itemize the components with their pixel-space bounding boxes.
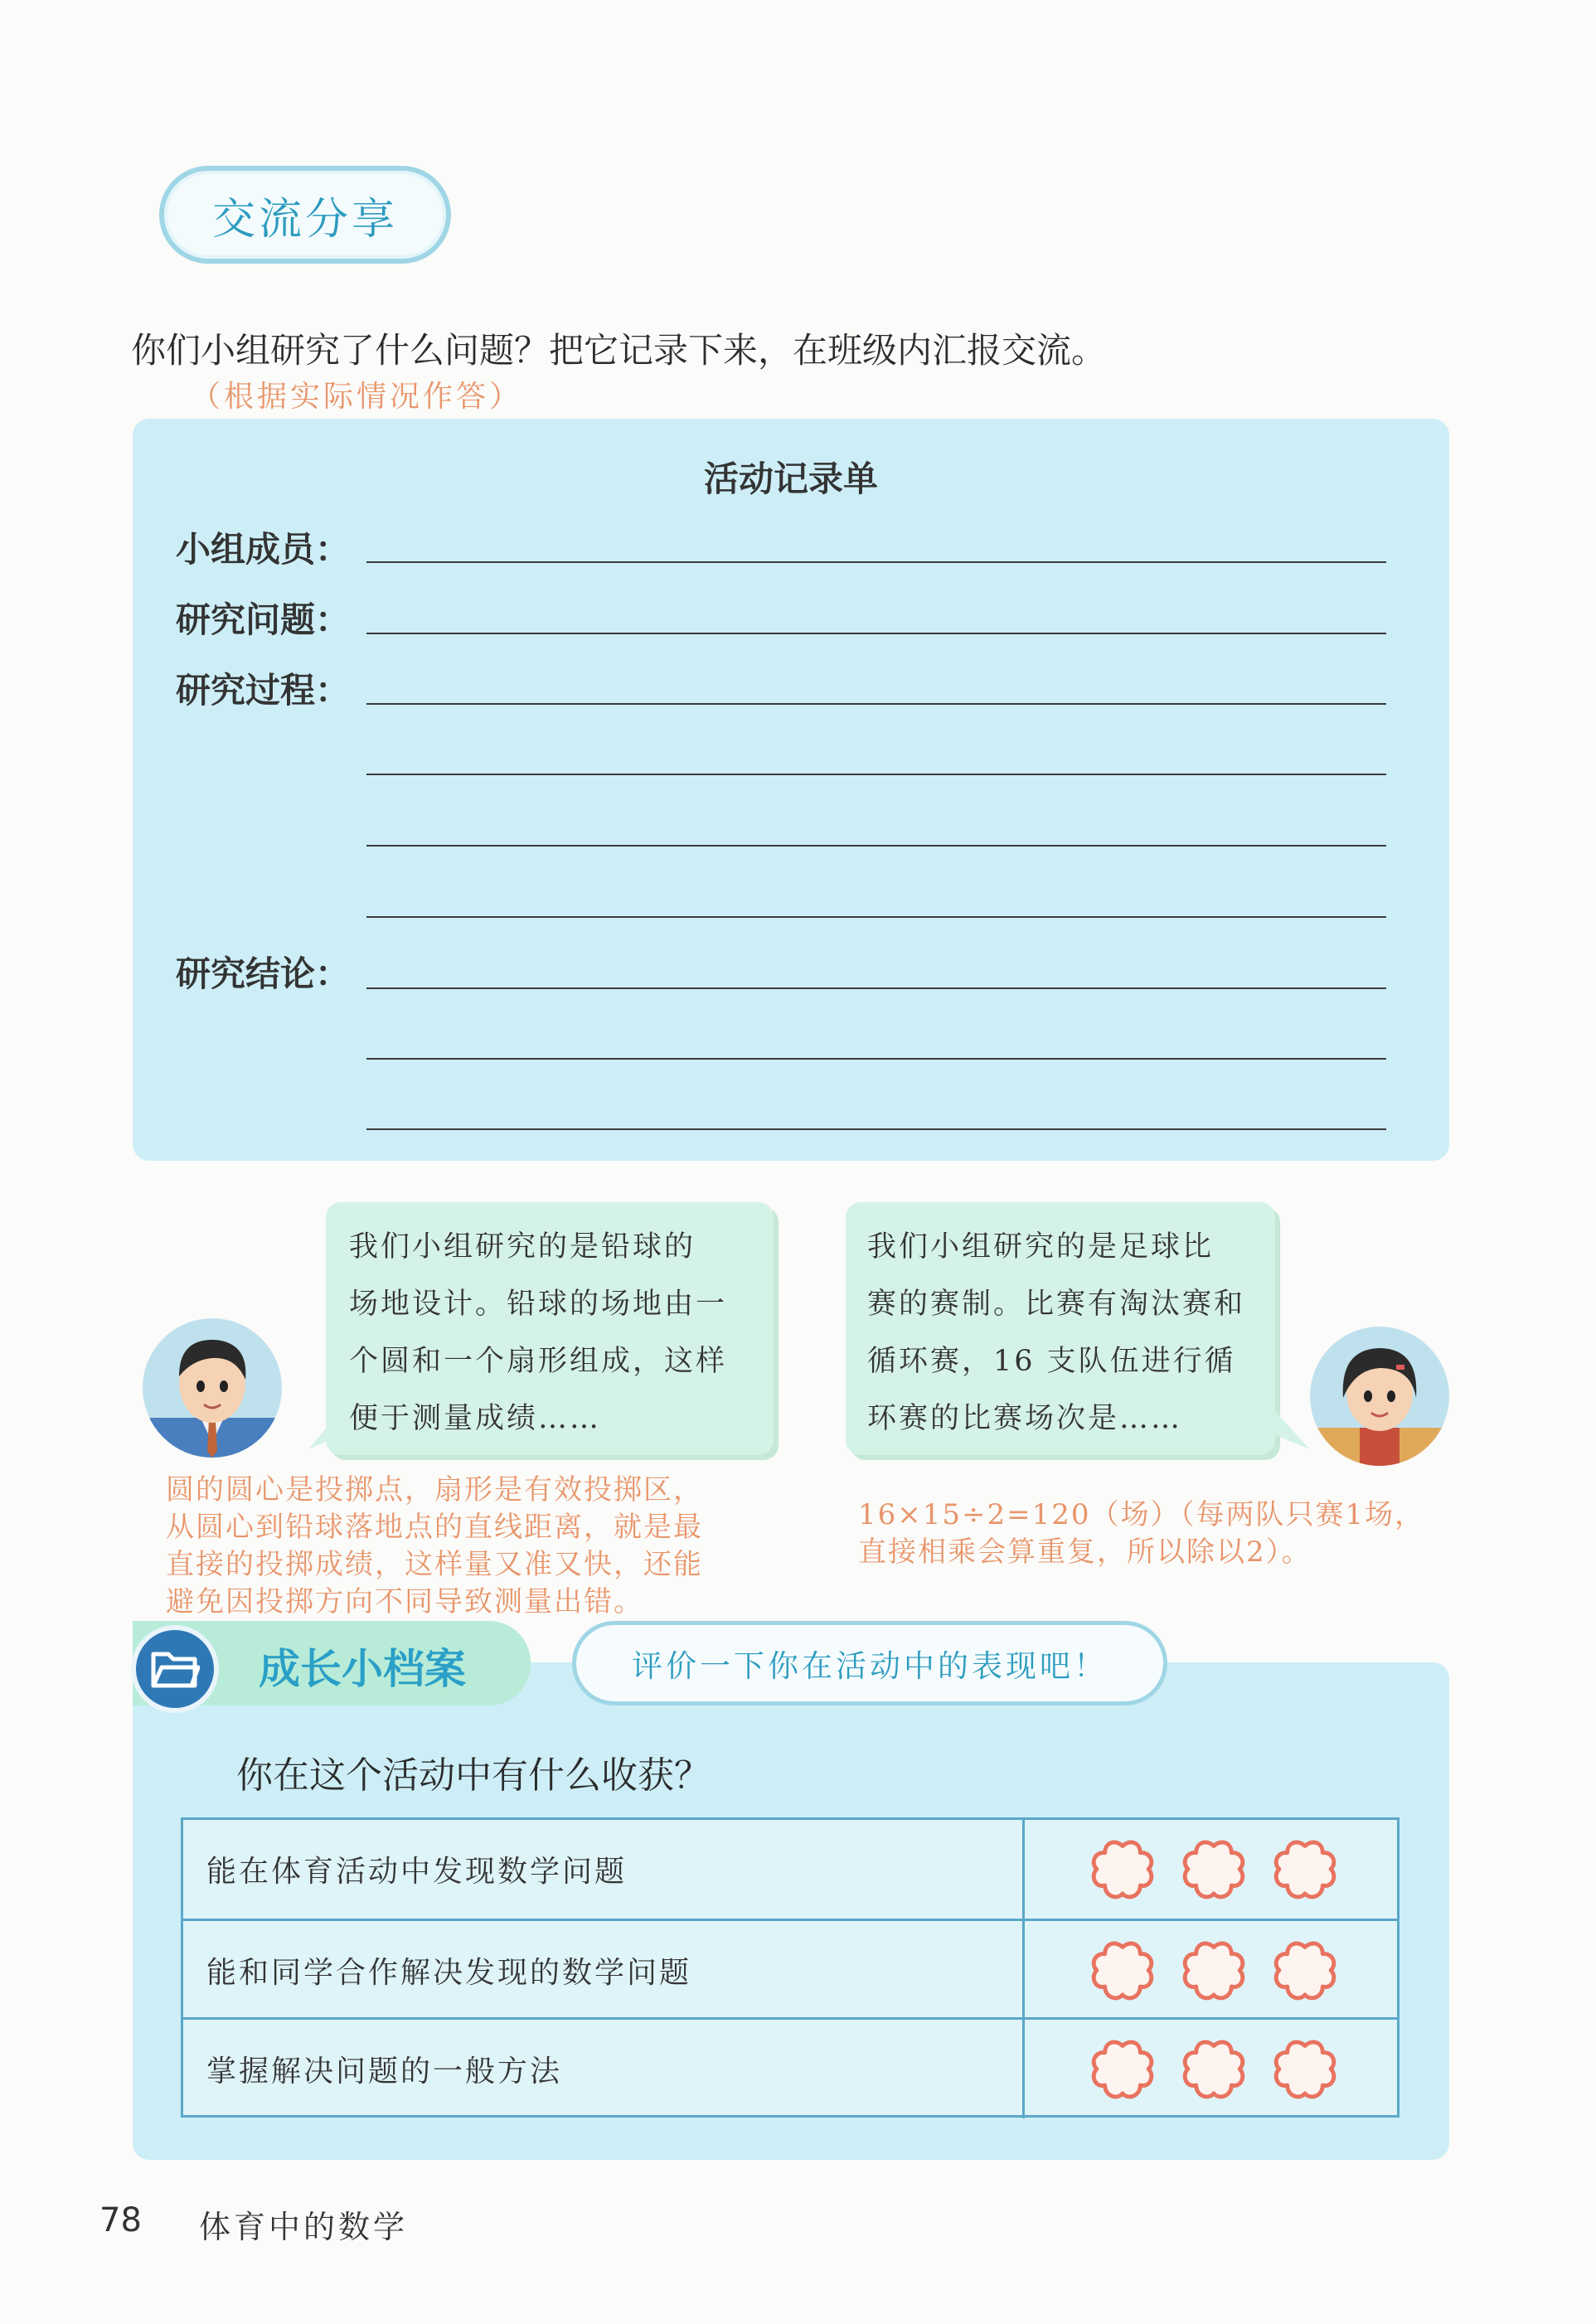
note-line: 圆的圆心是投掷点，扇形是有效投掷区， <box>166 1473 703 1506</box>
write-line-process-3[interactable] <box>366 845 1386 847</box>
table-row <box>183 2017 1397 2118</box>
field-label-conclusion: 研究结论： <box>176 953 351 994</box>
bubble-line: 便于测量成绩…… <box>349 1402 602 1435</box>
note-line: 16×15÷2=120（场）（每两队只赛1场， <box>858 1498 1425 1531</box>
bubble-line: 我们小组研究的是铅球的 <box>349 1230 696 1264</box>
speech-bubble-girl <box>846 1202 1275 1455</box>
row-criterion: 能和同学合作解决发现的数学问题 <box>206 1956 692 1990</box>
self-evaluation-table <box>181 1817 1400 2118</box>
bubble-line: 环赛的比赛场次是…… <box>867 1402 1183 1435</box>
flower-icon[interactable] <box>1180 1836 1248 1904</box>
note-line: 从圆心到铅球落地点的直线距离，就是最 <box>166 1511 703 1544</box>
answer-note-right <box>858 1497 1424 1571</box>
section-title: 交流分享 <box>211 194 398 245</box>
note-line: 直接相乘会算重复，所以除以2）。 <box>858 1536 1312 1569</box>
write-line-conclusion-2[interactable] <box>366 1058 1386 1060</box>
write-line-members[interactable] <box>366 561 1386 563</box>
girl-avatar <box>1310 1327 1449 1466</box>
field-label-members: 小组成员： <box>176 529 351 570</box>
boy-avatar <box>143 1318 282 1458</box>
note-line: 避免因投掷方向不同导致测量出错。 <box>166 1585 643 1618</box>
flower-icon[interactable] <box>1271 2036 1339 2104</box>
write-line-process-1[interactable] <box>366 703 1386 705</box>
flower-rating <box>1089 1938 1339 2006</box>
boy-face-icon <box>143 1318 282 1458</box>
column-divider <box>1022 1921 1025 2020</box>
bubble-line: 个圆和一个扇形组成，这样 <box>349 1345 728 1378</box>
field-label-problem: 研究问题： <box>176 599 351 640</box>
answer-note-left <box>166 1472 703 1621</box>
table-row <box>183 1919 1397 2020</box>
column-divider <box>1022 1820 1025 1919</box>
record-sheet-title: 活动记录单 <box>703 458 878 499</box>
bubble-line: 我们小组研究的是足球比 <box>867 1230 1215 1264</box>
write-line-conclusion-3[interactable] <box>366 1128 1386 1130</box>
write-line-process-2[interactable] <box>366 774 1386 775</box>
chapter-title: 体育中的数学 <box>199 2209 409 2245</box>
bubble-line: 循环赛，16 支队伍进行循 <box>867 1345 1236 1378</box>
flower-icon[interactable] <box>1089 1836 1157 1904</box>
note-line: 直接的投掷成绩，这样量又准又快，还能 <box>166 1548 703 1581</box>
row-criterion: 掌握解决问题的一般方法 <box>206 2055 563 2089</box>
section-title-pill <box>159 166 451 264</box>
folder-icon <box>150 1647 200 1691</box>
field-label-process: 研究过程： <box>176 670 351 711</box>
row-criterion: 能在体育活动中发现数学问题 <box>206 1855 628 1889</box>
flower-icon[interactable] <box>1180 2036 1248 2104</box>
evaluation-prompt: 评价一下你在活动中的表现吧！ <box>632 1648 1108 1684</box>
folder-icon-badge <box>131 1625 219 1713</box>
bubble-line: 场地设计。铅球的场地由一 <box>349 1288 728 1321</box>
speech-bubble-boy <box>326 1202 774 1455</box>
bubble-tail-left <box>308 1409 342 1451</box>
task-question: 你们小组研究了什么问题？把它记录下来，在班级内汇报交流。 <box>131 330 1107 371</box>
answer-note: （根据实际情况作答） <box>191 380 523 414</box>
write-line-problem[interactable] <box>366 633 1386 634</box>
write-line-process-4[interactable] <box>366 916 1386 918</box>
table-row <box>183 1820 1397 1919</box>
write-line-conclusion-1[interactable] <box>366 987 1386 989</box>
girl-face-icon <box>1310 1327 1449 1466</box>
flower-icon[interactable] <box>1089 1938 1157 2006</box>
evaluation-prompt-pill <box>572 1621 1167 1705</box>
bubble-line: 赛的赛制。比赛有淘汰赛和 <box>867 1288 1246 1321</box>
flower-rating <box>1089 1836 1339 1904</box>
activity-record-sheet <box>133 419 1449 1161</box>
column-divider <box>1022 2020 1025 2118</box>
flower-icon[interactable] <box>1180 1938 1248 2006</box>
flower-icon[interactable] <box>1271 1938 1339 2006</box>
flower-rating <box>1089 2036 1339 2104</box>
flower-icon[interactable] <box>1271 1836 1339 1904</box>
flower-icon[interactable] <box>1089 2036 1157 2104</box>
bubble-tail-right <box>1273 1409 1310 1451</box>
growth-portfolio-title: 成长小档案 <box>259 1645 466 1693</box>
page-number: 78 <box>99 2201 142 2239</box>
harvest-question: 你在这个活动中有什么收获？ <box>236 1754 711 1797</box>
